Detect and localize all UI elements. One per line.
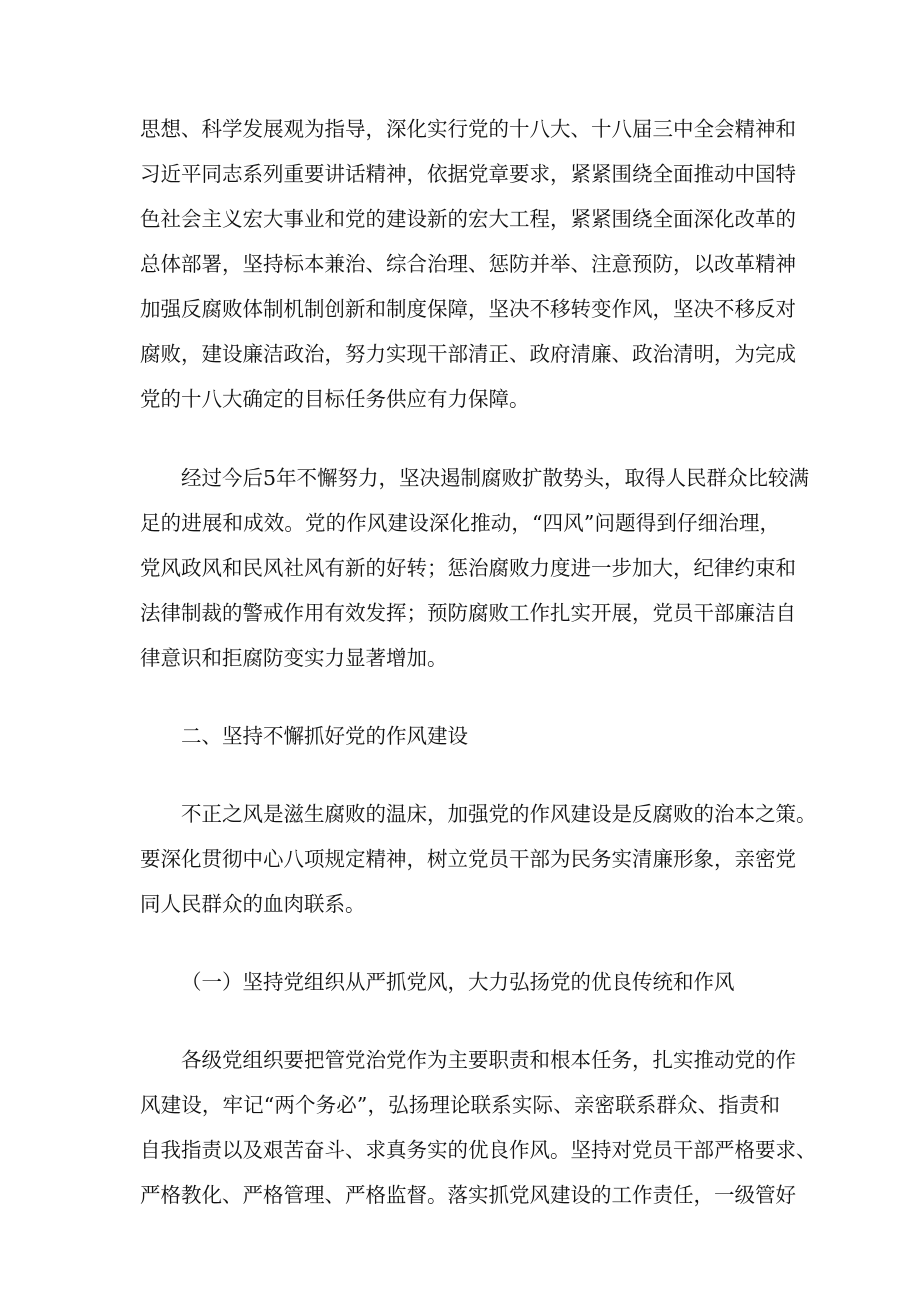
section-heading: 二、坚持不懈抓好党的作风建设 bbox=[181, 724, 468, 748]
text-line: 律意识和拒腐防变实力显著增加。 bbox=[140, 646, 448, 670]
text-line: 习近平同志系列重要讲话精神，依据党章要求，紧紧围绕全面推动中国特 bbox=[140, 162, 796, 186]
text-line: 经过今后5年不懈努力，坚决遏制腐败扩散势头，取得人民群众比较满 bbox=[181, 466, 810, 490]
text-line: 党的十八大确定的目标任务供应有力保障。 bbox=[140, 387, 530, 411]
text-line: 加强反腐败体制机制创新和制度保障，坚决不移转变作风，坚决不移反对 bbox=[140, 297, 796, 321]
text-line: 严格教化、严格管理、严格监督。落实抓党风建设的工作责任，一级管好 bbox=[140, 1183, 796, 1207]
text-line: 自我指责以及艰苦奋斗、求真务实的优良作风。坚持对党员干部严格要求、 bbox=[140, 1138, 817, 1162]
text-line: 同人民群众的血肉联系。 bbox=[140, 892, 366, 916]
subsection-heading: （一）坚持党组织从严抓党风，大力弘扬党的优良传统和作风 bbox=[181, 970, 735, 994]
text-line: 不正之风是滋生腐败的温床，加强党的作风建设是反腐败的治本之策。 bbox=[181, 802, 817, 826]
text-line: 要深化贯彻中心八项规定精神，树立党员干部为民务实清廉形象，亲密党 bbox=[140, 847, 796, 871]
text-line: 足的进展和成效。党的作风建设深化推动，“四风”问题得到仔细治理， bbox=[140, 511, 780, 535]
text-line: 思想、科学发展观为指导，深化实行党的十八大、十八届三中全会精神和 bbox=[140, 117, 796, 141]
text-line: 风建设，牢记“两个务必”，弘扬理论联系实际、亲密联系群众、指责和 bbox=[140, 1093, 780, 1117]
text-line: 法律制裁的警戒作用有效发挥；预防腐败工作扎实开展，党员干部廉洁自 bbox=[140, 601, 796, 625]
text-line: 色社会主义宏大事业和党的建设新的宏大工程，紧紧围绕全面深化改革的 bbox=[140, 207, 796, 231]
text-line: 腐败，建设廉洁政治，努力实现干部清正、政府清廉、政治清明，为完成 bbox=[140, 342, 796, 366]
text-line: 党风政风和民风社风有新的好转；惩治腐败力度进一步加大，纪律约束和 bbox=[140, 556, 796, 580]
text-line: 各级党组织要把管党治党作为主要职责和根本任务，扎实推动党的作 bbox=[181, 1048, 796, 1072]
text-line: 总体部署，坚持标本兼治、综合治理、惩防并举、注意预防，以改革精神 bbox=[140, 252, 796, 276]
